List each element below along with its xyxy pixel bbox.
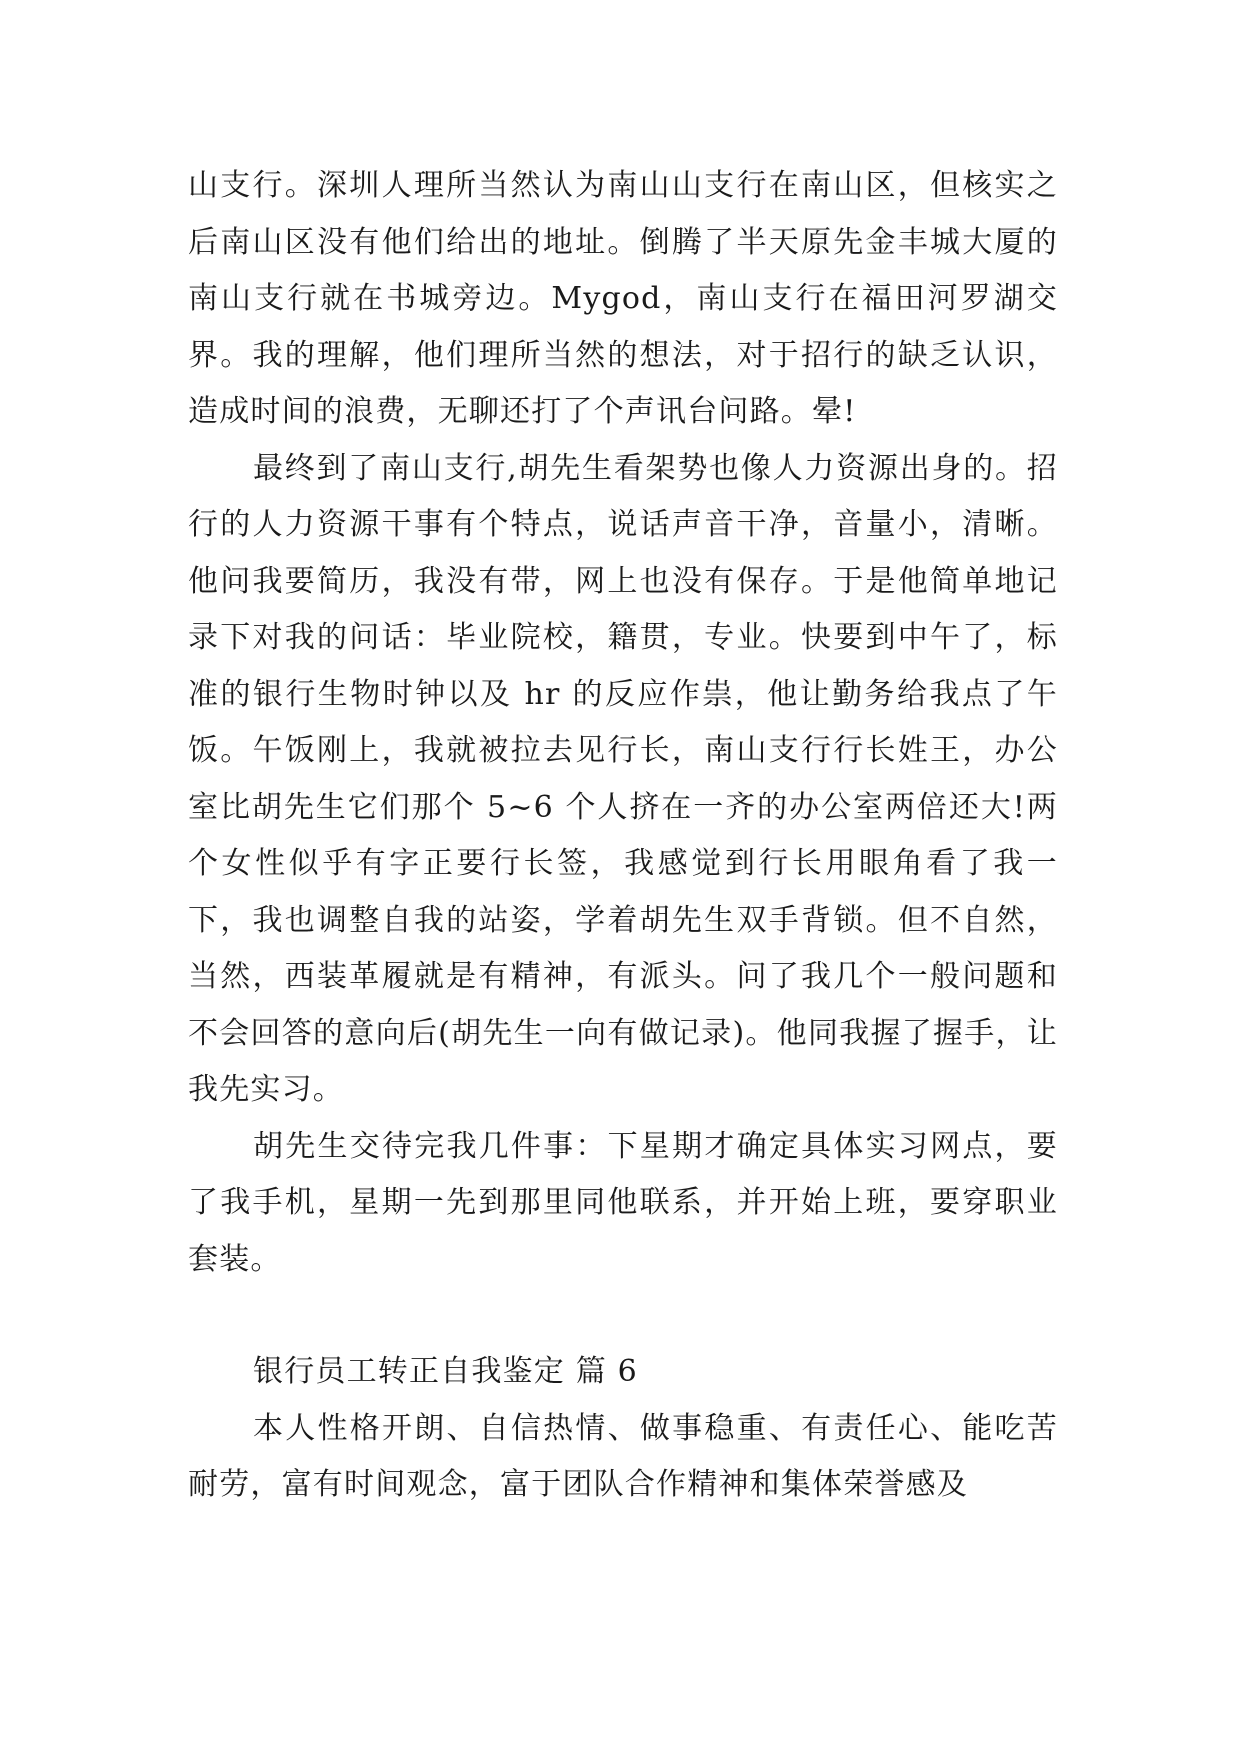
paragraph-interview-at-branch: 最终到了南山支行,胡先生看架势也像人力资源出身的。招行的人力资源干事有个特点，说话声音干净，音量小，清晰。他问我要简历，我没有带，网上也没有保存。于是他简单地记录下对我的问话：毕业院校，籍贯，专业。快要到中午了，标准的银行生物时钟以及 hr 的反应作祟，他让勤务给我点了午饭。午饭刚上，我就被拉去见行长，南山支行行长姓王，办公室比胡先生它们那个 5~6 个人挤在一齐的办公室两倍还大!两个女性似乎有字正要行长签，我感觉到行长用眼角看了我一下，我也调整自我的站姿，学着胡先生双手背锁。但不自然，当然，西装革履就是有精神，有派头。问了我几个一般问题和不会回答的意向后(胡先生一向有做记录)。他同我握了握手，让我先实习。 xyxy=(188,450,1058,1107)
paragraph-instructions: 胡先生交待完我几件事：下星期才确定具体实习网点，要了我手机，星期一先到那里同他联系，并开始上班，要穿职业套装。 xyxy=(188,1128,1058,1277)
section-heading: 银行员工转正自我鉴定 篇 6 xyxy=(253,1354,638,1389)
paragraph-nanshan-branch-location: 山支行。深圳人理所当然认为南山山支行在南山区，但核实之后南山区没有他们给出的地址。倒腾了半天原先金丰城大厦的南山支行就在书城旁边。Mygod，南山支行在福田河罗湖交界。我的理解，他们理所当然的想法，对于招行的缺乏认识，造成时间的浪费，无聊还打了个声讯台问路。晕! xyxy=(188,168,1058,429)
paragraph-spacer xyxy=(188,1288,1058,1344)
paragraph-self-assessment: 本人性格开朗、自信热情、做事稳重、有责任心、能吃苦耐劳，富有时间观念，富于团队合作精神和集体荣誉感及 xyxy=(188,1410,1058,1502)
document-body xyxy=(188,158,1058,1514)
